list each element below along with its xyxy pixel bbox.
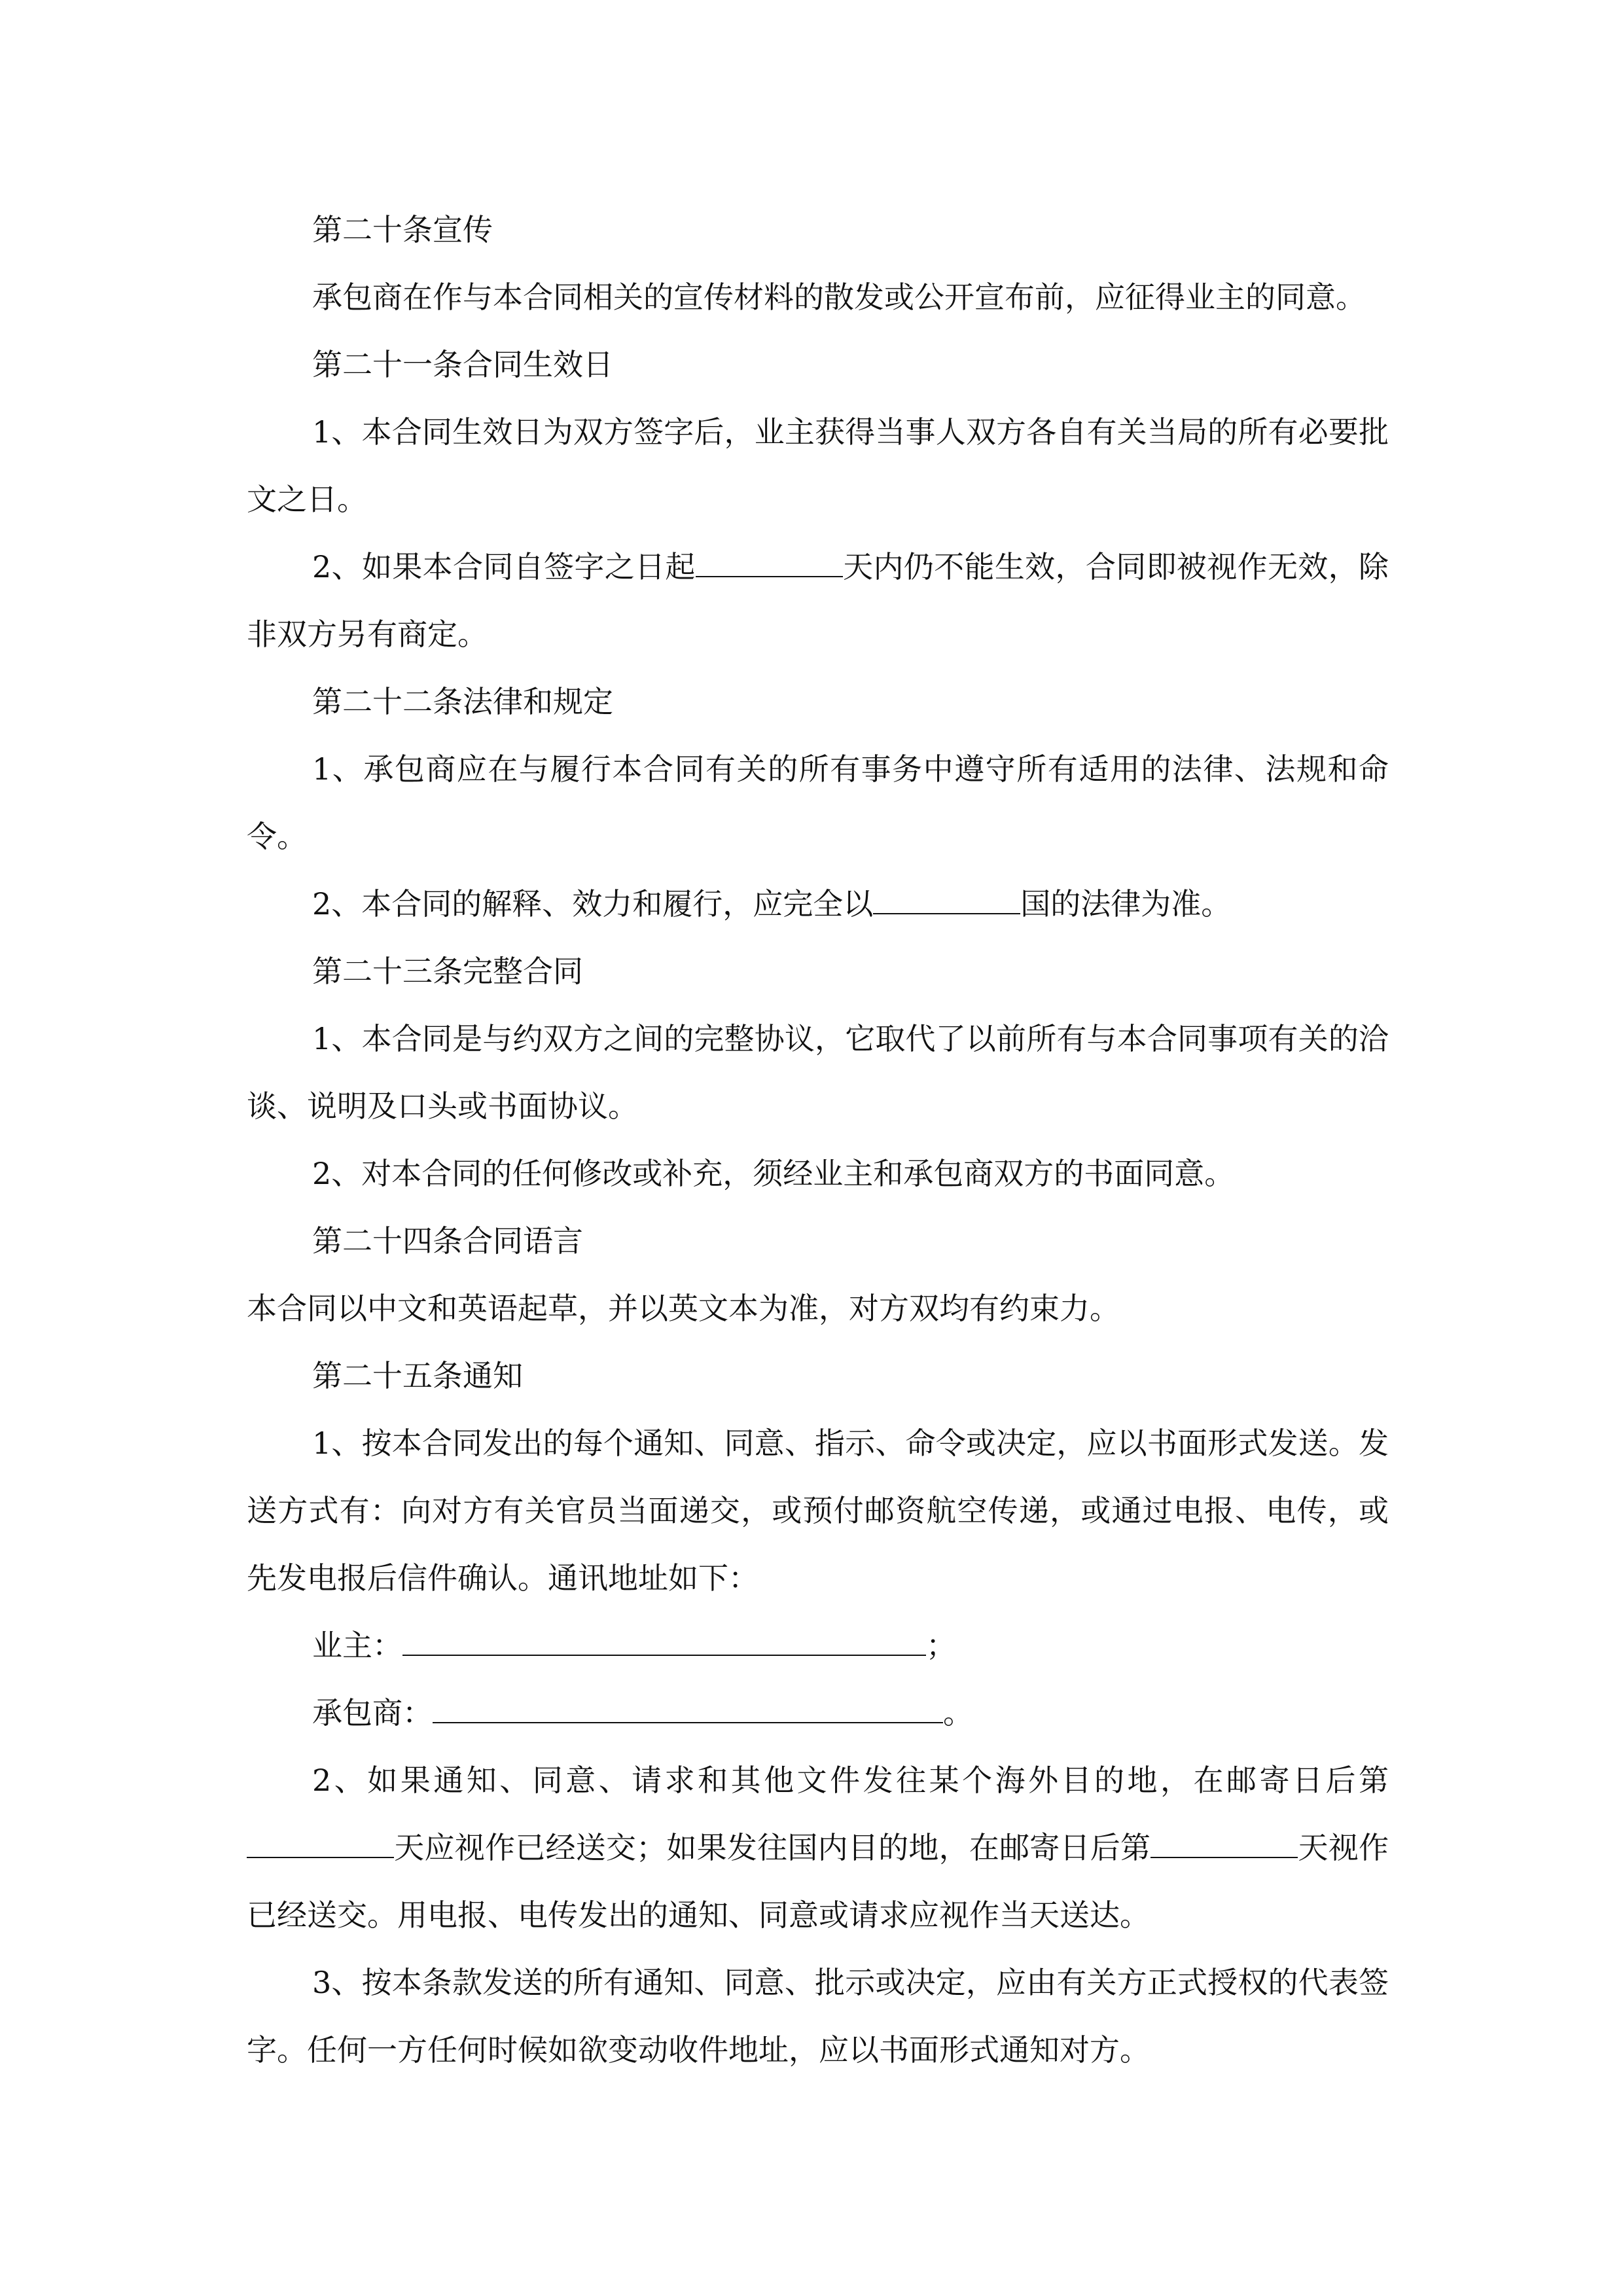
article-25-paragraph-3: 3、按本条款发送的所有通知、同意、批示或决定，应由有关方正式授权的代表签字。任何一方任何时候如欲变动收件地址，应以书面形式通知对方。 — [247, 1965, 1389, 2068]
article-20-paragraph: 承包商在作与本合同相关的宣传材料的散发或公开宣布前，应征得业主的同意。 — [312, 279, 1366, 315]
article-22-p2-text-a: 2、本合同的解释、效力和履行，应完全以 — [312, 886, 874, 922]
article-22-title: 第二十二条法律和规定 — [312, 684, 613, 719]
contractor-label: 承包商： — [312, 1695, 433, 1731]
article-25-title: 第二十五条通知 — [312, 1358, 523, 1393]
contractor-address-blank — [433, 1697, 943, 1723]
article-25-p2-text-c: 天视作已经送交。用电报、电传发出的通知、同意或请求应视作当天送达。 — [247, 1830, 1389, 1933]
article-23-title: 第二十三条完整合同 — [312, 954, 583, 989]
owner-line-end: ； — [926, 1628, 956, 1663]
article-21-paragraph-2 — [247, 533, 1389, 668]
owner-address-blank — [402, 1630, 926, 1656]
contractor-line-end: 。 — [943, 1695, 973, 1731]
article-24-title: 第二十四条合同语言 — [312, 1223, 583, 1259]
article-23-paragraph-2: 2、对本合同的任何修改或补充，须经业主和承包商双方的书面同意。 — [312, 1156, 1235, 1191]
article-25-p2-text-a: 2、如果通知、同意、请求和其他文件发往某个海外目的地，在邮寄日后第 — [312, 1763, 1389, 1798]
article-22-paragraph-1: 1、承包商应在与履行本合同有关的所有事务中遵守所有适用的法律、法规和命令。 — [247, 751, 1389, 854]
overseas-days-blank — [247, 1832, 394, 1858]
owner-address-line — [247, 1612, 1389, 1679]
owner-label: 业主： — [312, 1628, 402, 1663]
document-page — [247, 196, 1389, 2084]
contractor-address-line — [247, 1679, 1389, 1747]
domestic-days-blank — [1150, 1832, 1298, 1858]
article-21-p2-text-b: 天内仍不能生效，合同即被视作无效，除非双方另有商定。 — [247, 549, 1389, 652]
article-25-paragraph-1: 1、按本合同发出的每个通知、同意、指示、命令或决定，应以书面形式发送。发送方式有：向对方有关官员当面递交，或预付邮资航空传递，或通过电报、电传，或先发电报后信件确认。通讯地址如下： — [247, 1426, 1389, 1596]
article-21-title: 第二十一条合同生效日 — [312, 347, 613, 382]
article-25-p2-text-b: 天应视作已经送交；如果发往国内目的地，在邮寄日后第 — [394, 1830, 1151, 1865]
article-23-paragraph-1: 1、本合同是与约双方之间的完整协议，它取代了以前所有与本合同事项有关的洽谈、说明及口头或书面协议。 — [247, 1021, 1389, 1124]
article-21-p2-text-a: 2、如果本合同自签字之日起 — [312, 549, 696, 584]
article-20-title: 第二十条宣传 — [312, 212, 493, 247]
country-blank — [873, 888, 1020, 914]
article-21-paragraph-1: 1、本合同生效日为双方签字后，业主获得当事人双方各自有关当局的所有必要批文之日。 — [247, 414, 1389, 517]
days-blank — [696, 551, 843, 577]
article-22-p2-text-b: 国的法律为准。 — [1020, 886, 1232, 922]
article-24-paragraph: 本合同以中文和英语起草，并以英文本为准，对方双均有约束力。 — [247, 1291, 1120, 1326]
article-25-paragraph-2 — [247, 1747, 1389, 1949]
article-22-paragraph-2 — [247, 870, 1389, 938]
